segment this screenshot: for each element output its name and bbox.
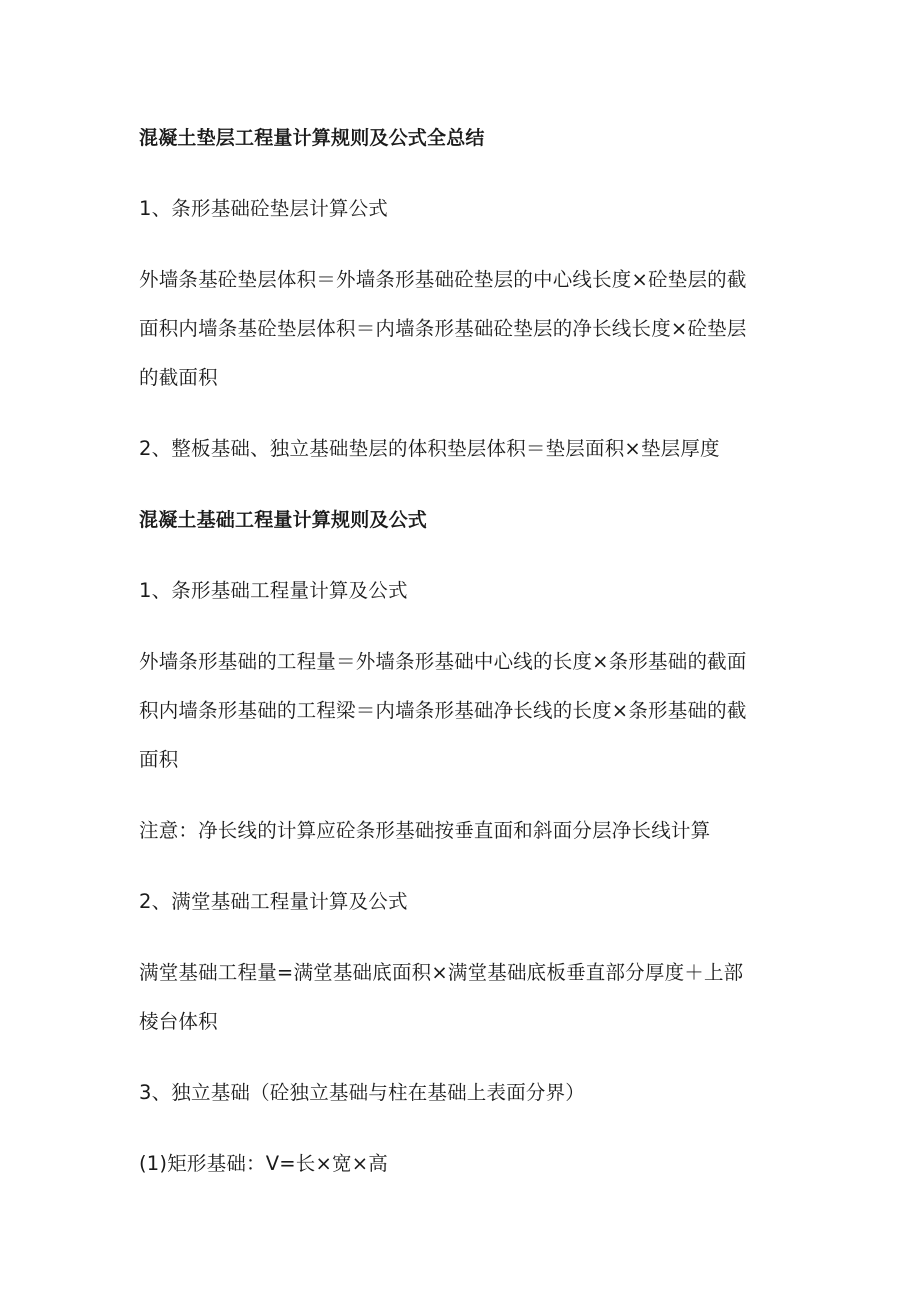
paragraph-line: 满堂基础工程量=满堂基础底面积×满堂基础底板垂直部分厚度＋上部 (139, 961, 744, 984)
section-title-cushion: 混凝土垫层工程量计算规则及公式全总结 (139, 127, 485, 149)
paragraph-line: 面积内墙条基砼垫层体积＝内墙条形基础砼垫层的净长线长度×砼垫层 (139, 317, 747, 340)
paragraph-line: 外墙条基砼垫层体积＝外墙条形基础砼垫层的中心线长度×砼垫层的截 (139, 268, 747, 291)
formula-rectangular-foundation: (1)矩形基础：V=长×宽×高 (139, 1152, 388, 1175)
item-slab-isolated-cushion: 2、整板基础、独立基础垫层的体积垫层体积＝垫层面积×垫层厚度 (139, 437, 720, 460)
paragraph-line: 棱台体积 (139, 1010, 218, 1033)
item-title-isolated-foundation: 3、独立基础（砼独立基础与柱在基础上表面分界） (139, 1081, 586, 1104)
item-title-raft-foundation: 2、满堂基础工程量计算及公式 (139, 890, 408, 913)
item-title-strip-foundation: 1、条形基础工程量计算及公式 (139, 579, 408, 602)
paragraph-line: 积内墙条形基础的工程梁＝内墙条形基础净长线的长度×条形基础的截 (139, 699, 747, 722)
paragraph-line: 外墙条形基础的工程量＝外墙条形基础中心线的长度×条形基础的截面 (139, 650, 747, 673)
note-paragraph: 注意：净长线的计算应砼条形基础按垂直面和斜面分层净长线计算 (139, 819, 711, 842)
item-title-strip-cushion: 1、条形基础砼垫层计算公式 (139, 197, 389, 220)
section-title-foundation: 混凝土基础工程量计算规则及公式 (139, 509, 428, 531)
paragraph-line: 面积 (139, 748, 179, 771)
paragraph-line: 的截面积 (139, 366, 218, 389)
